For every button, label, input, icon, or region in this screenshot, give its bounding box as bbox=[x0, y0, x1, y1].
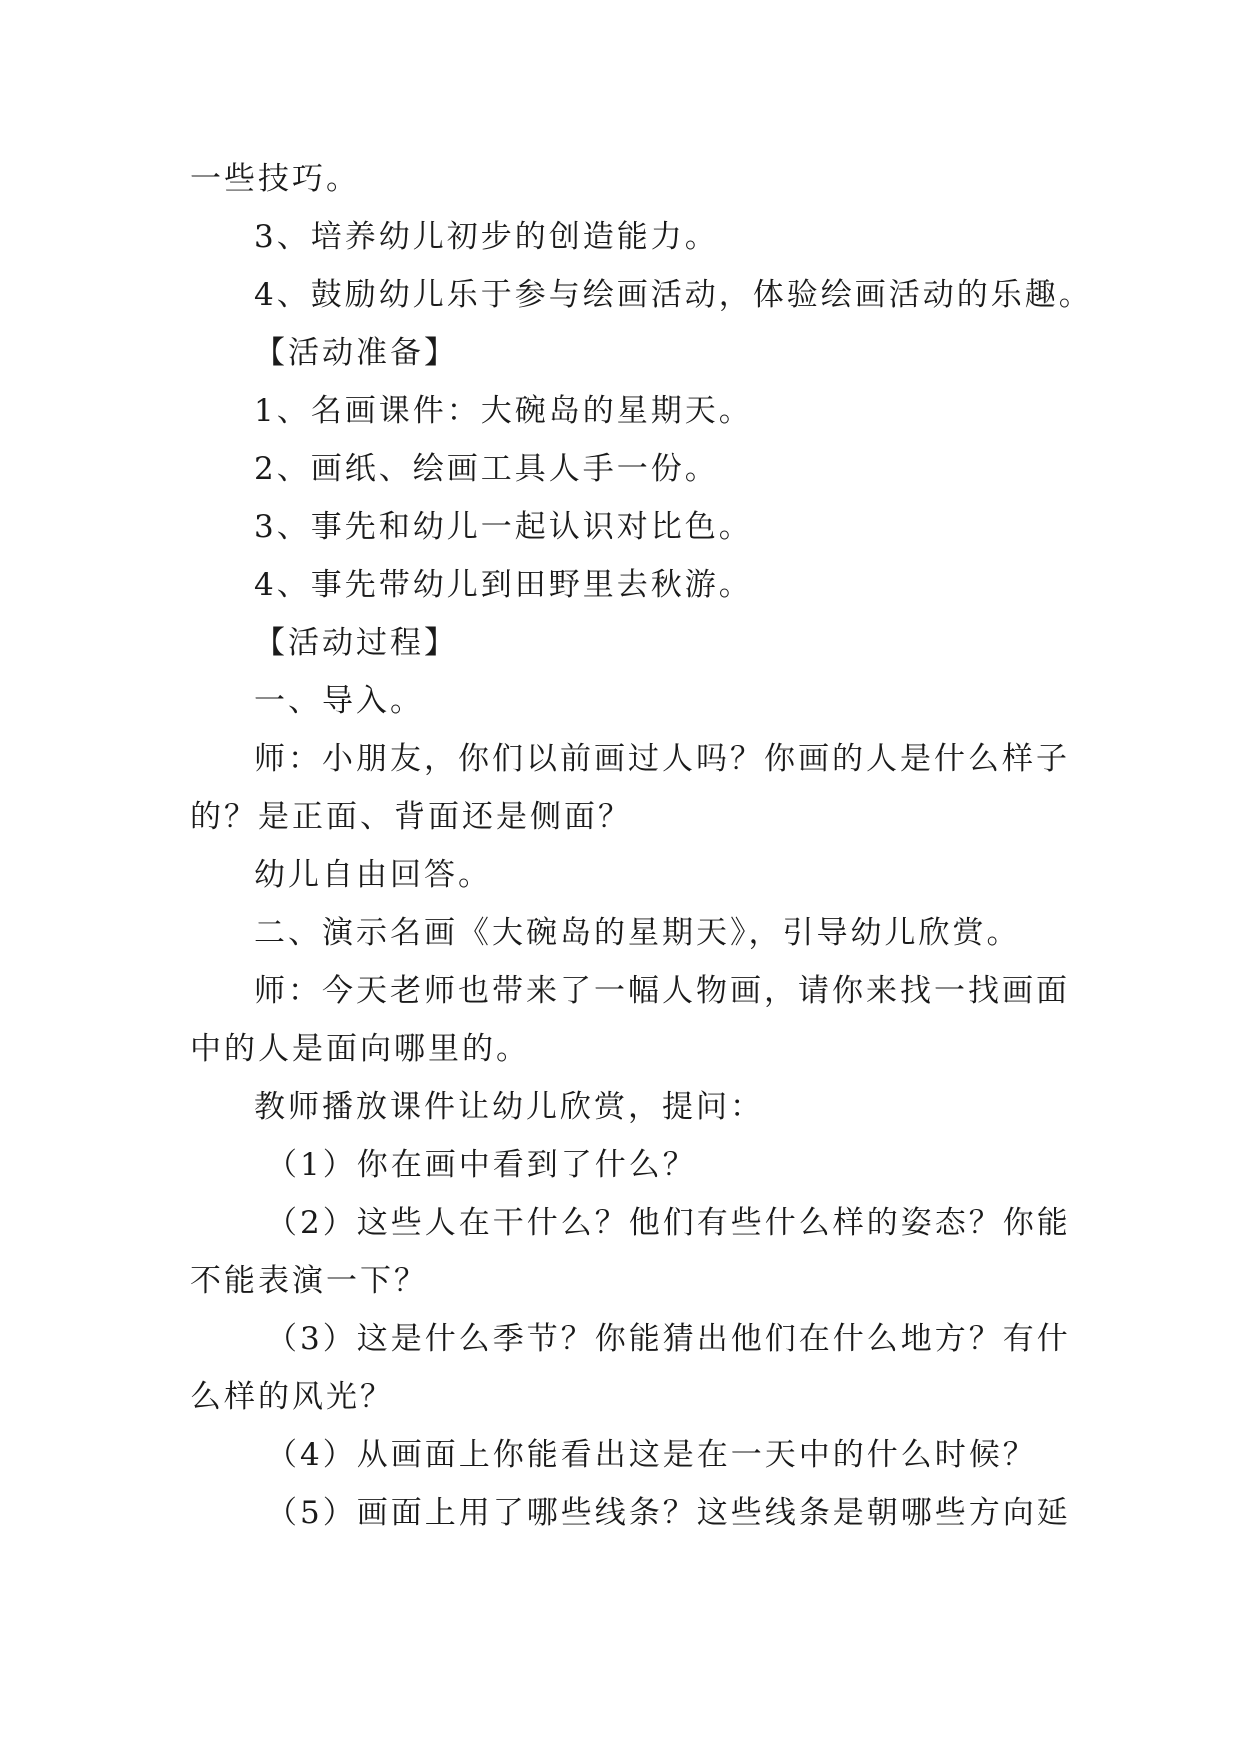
paragraph-continuation: 一些技巧。 bbox=[190, 161, 360, 197]
question-item-5: （5）画面上用了哪些线条？这些线条是朝哪些方向延 bbox=[266, 1495, 1071, 1531]
question-item-3: （3）这是什么季节？你能猜出他们在什么地方？有什 bbox=[266, 1321, 1071, 1357]
preparation-item-4: 4、事先带幼儿到田野里去秋游。 bbox=[254, 567, 753, 603]
question-item-3-continuation: 么样的风光？ bbox=[190, 1379, 394, 1415]
preparation-item-2: 2、画纸、绘画工具人手一份。 bbox=[254, 451, 719, 487]
section-heading-preparation: 【活动准备】 bbox=[254, 335, 458, 371]
question-item-2-continuation: 不能表演一下？ bbox=[190, 1263, 428, 1299]
document-body bbox=[190, 150, 1093, 1542]
teacher-dialogue-line: 师：小朋友，你们以前画过人吗？你画的人是什么样子 bbox=[254, 741, 1070, 777]
teacher-instruction-line: 教师播放课件让幼儿欣赏，提问： bbox=[254, 1089, 764, 1125]
preparation-item-3: 3、事先和幼儿一起认识对比色。 bbox=[254, 509, 753, 545]
teacher-dialogue-line: 师：今天老师也带来了一幅人物画，请你来找一找画面 bbox=[254, 973, 1070, 1009]
preparation-item-1: 1、名画课件：大碗岛的星期天。 bbox=[254, 393, 753, 429]
process-step-1: 一、导入。 bbox=[254, 683, 424, 719]
child-response-line: 幼儿自由回答。 bbox=[254, 857, 492, 893]
process-step-2: 二、演示名画《大碗岛的星期天》，引导幼儿欣赏。 bbox=[254, 915, 1021, 951]
question-item-4: （4）从画面上你能看出这是在一天中的什么时候？ bbox=[266, 1437, 1037, 1473]
goal-item-3: 3、培养幼儿初步的创造能力。 bbox=[254, 219, 719, 255]
question-item-1: （1）你在画中看到了什么？ bbox=[266, 1147, 697, 1183]
goal-item-4: 4、鼓励幼儿乐于参与绘画活动，体验绘画活动的乐趣。 bbox=[254, 277, 1093, 313]
teacher-dialogue-continuation: 中的人是面向哪里的。 bbox=[190, 1031, 530, 1067]
question-item-2: （2）这些人在干什么？他们有些什么样的姿态？你能 bbox=[266, 1205, 1071, 1241]
section-heading-process: 【活动过程】 bbox=[254, 625, 458, 661]
teacher-dialogue-continuation: 的？是正面、背面还是侧面？ bbox=[190, 799, 632, 835]
